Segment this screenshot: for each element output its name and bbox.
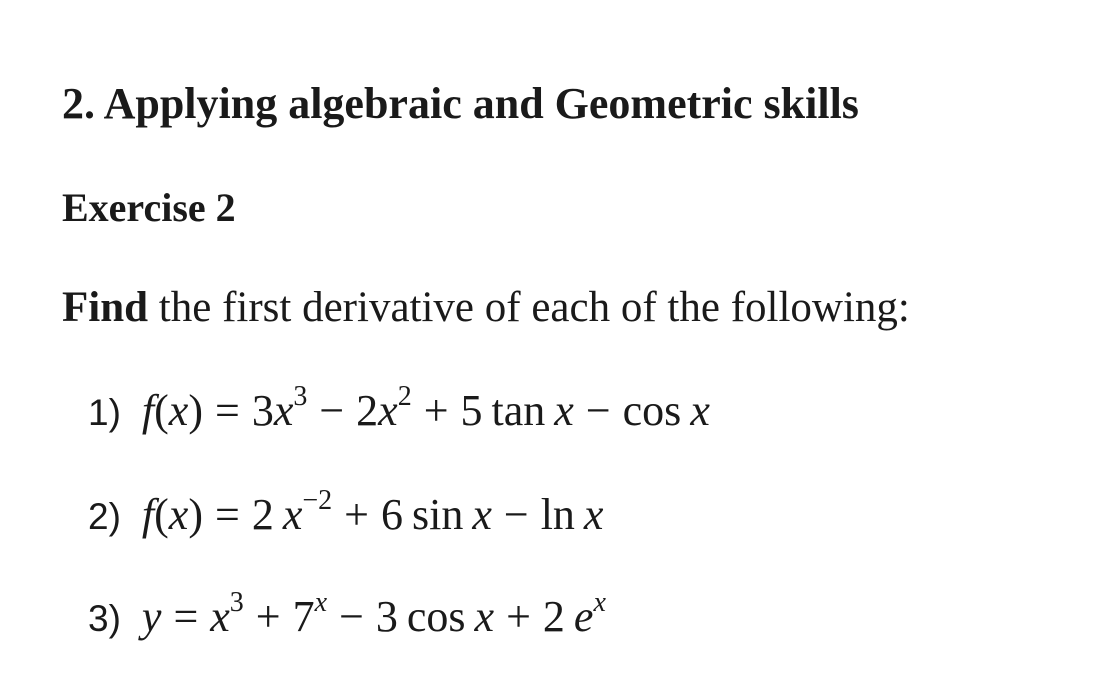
math-expression: $f(x) = 3x^3 - 2x^2 + 5$ tan x − cos x	[141, 381, 710, 435]
list-item	[88, 485, 604, 539]
item-number: 3)	[88, 598, 121, 639]
instruction-bold: Find	[62, 284, 149, 331]
item-number: 2)	[88, 496, 121, 537]
section-heading: 2. Applying algebraic and Geometric skills	[62, 79, 859, 128]
list-item	[88, 381, 710, 435]
math-expression: f(x) = 2 $x^{-2} + 6$ sin x − ln x	[141, 485, 604, 539]
instruction-text	[62, 283, 910, 332]
math-expression: $y = x^3 + 7^x - 3$ cos x + 2 $e^x$	[141, 587, 606, 641]
instruction-rest: the first derivative of each of the following:	[148, 284, 910, 331]
exercise-heading: Exercise 2	[62, 185, 236, 230]
item-number: 1)	[88, 392, 121, 433]
list-item	[88, 587, 606, 641]
